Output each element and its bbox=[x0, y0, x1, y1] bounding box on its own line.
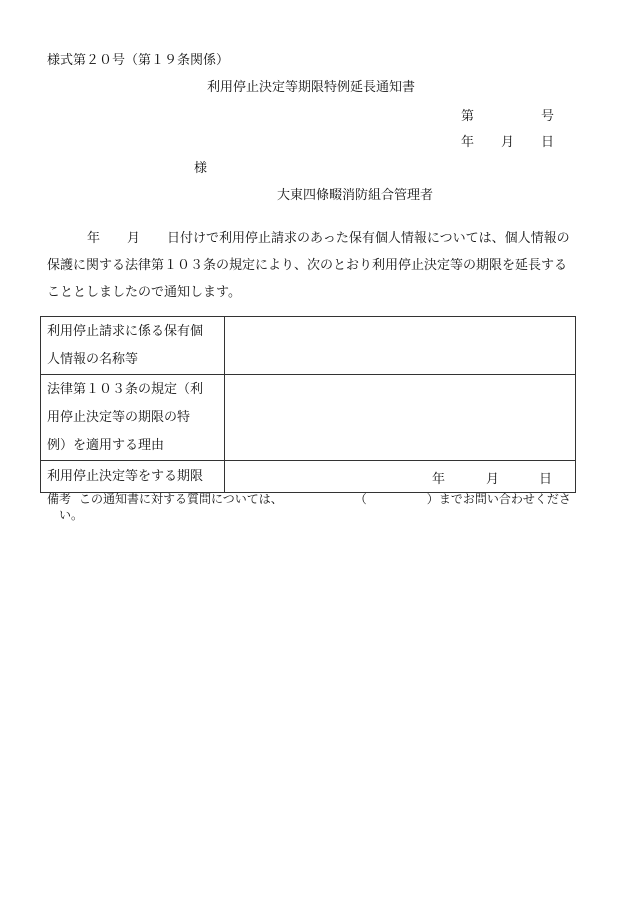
remarks-text-a: この通知書に対する質問については、 bbox=[79, 492, 283, 506]
addressee-honorific: 様 bbox=[194, 161, 208, 176]
body-line-2: 保護に関する法律第１０３条の規定により、次のとおり利用停止決定等の期限を延長する bbox=[47, 258, 568, 273]
document-number-prefix: 第 bbox=[461, 109, 475, 124]
row2-label-line-a: 法律第１０３条の規定（利 bbox=[47, 382, 204, 397]
remarks-paren-close: ） bbox=[426, 492, 439, 506]
row1-label-line-a: 利用停止請求に係る保有個 bbox=[47, 324, 204, 339]
row2-value[interactable] bbox=[225, 375, 576, 461]
table-row-deadline bbox=[41, 461, 576, 493]
remarks bbox=[47, 491, 585, 523]
deadline-day: 日 bbox=[539, 472, 553, 487]
table-row-reason bbox=[41, 375, 576, 461]
date-month-label: 月 bbox=[501, 135, 515, 150]
date-year-label: 年 bbox=[461, 135, 475, 150]
remarks-line-1 bbox=[47, 491, 585, 507]
body-year: 年 bbox=[87, 231, 101, 246]
deadline-year: 年 bbox=[432, 472, 446, 487]
date-day-label: 日 bbox=[541, 135, 555, 150]
row2-label-line-c: 例）を適用する理由 bbox=[47, 438, 165, 453]
remarks-text-c: い。 bbox=[59, 508, 84, 522]
remarks-paren-open: （ bbox=[354, 492, 367, 506]
row3-label: 利用停止決定等をする期限 bbox=[41, 461, 225, 493]
body-line-3: こととしましたので通知します。 bbox=[47, 285, 241, 300]
row3-value[interactable] bbox=[225, 461, 576, 493]
document-number-suffix: 号 bbox=[541, 109, 555, 124]
row1-label bbox=[41, 317, 225, 375]
form-number: 様式第２０号（第１９条関係） bbox=[47, 53, 230, 68]
table-row-name bbox=[41, 317, 576, 375]
document-title: 利用停止決定等期限特例延長通知書 bbox=[207, 80, 416, 95]
issuer-name: 大東四條畷消防組合管理者 bbox=[277, 188, 434, 203]
row1-label-line-b: 人情報の名称等 bbox=[47, 352, 139, 367]
row1-value[interactable] bbox=[225, 317, 576, 375]
row2-label-line-b: 用停止決定等の期限の特 bbox=[47, 410, 191, 425]
notice-body bbox=[47, 225, 583, 306]
body-month: 月 bbox=[127, 231, 141, 246]
remarks-line-2 bbox=[47, 507, 585, 523]
remarks-label: 備考 bbox=[47, 492, 72, 506]
row2-label bbox=[41, 375, 225, 461]
deadline-month: 月 bbox=[486, 472, 500, 487]
body-line-1-rest: 日付けで利用停止請求のあった保有個人情報については、個人情報の bbox=[167, 231, 570, 246]
body-line-1 bbox=[47, 225, 583, 252]
remarks-text-b: までお問い合わせくださ bbox=[438, 492, 571, 506]
info-table bbox=[40, 316, 576, 493]
